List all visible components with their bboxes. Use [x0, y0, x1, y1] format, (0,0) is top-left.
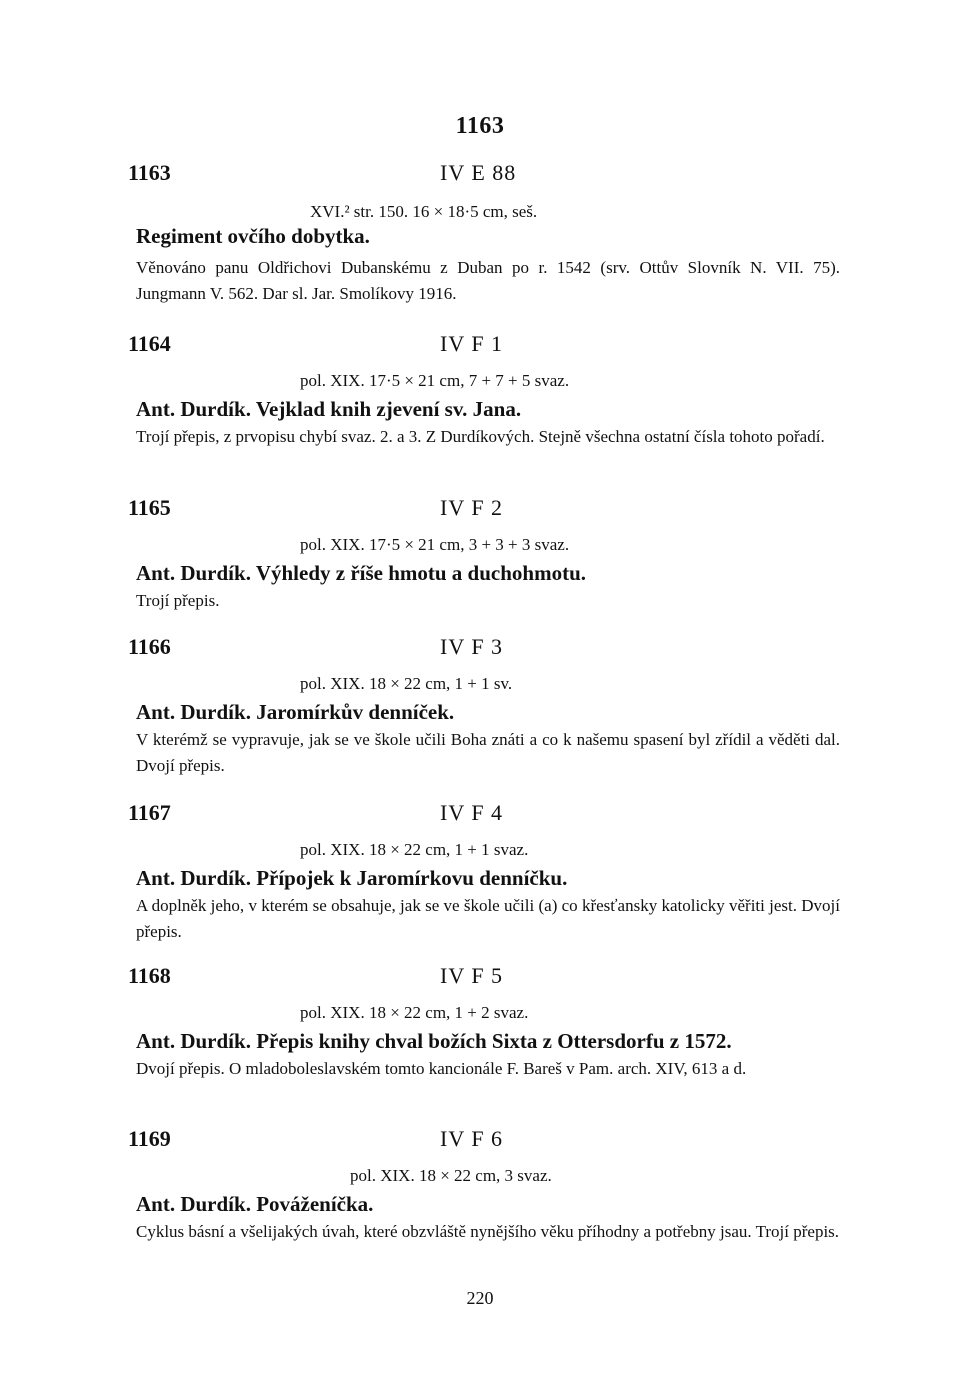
page-number: 220 — [466, 1288, 494, 1308]
entry-signature: IV F 1 — [440, 331, 504, 356]
entry-number: 1167 — [128, 800, 171, 825]
entry-header — [128, 800, 840, 840]
entry-note: A doplněk jeho, v kterém se obsahuje, jak se ve škole učili (a) co křesťansky katolicky věřiti jest. Dvojí přepis. — [136, 896, 840, 941]
catalog-entry — [128, 634, 840, 779]
entry-description: pol. XIX. 18 × 22 cm, 1 + 1 svaz. — [300, 840, 529, 859]
entry-title: Ant. Durdík. Vejklad knih zjevení sv. Jana. — [136, 397, 522, 421]
entry-header — [128, 495, 840, 535]
entry-title: Ant. Durdík. Pováženíčka. — [136, 1192, 374, 1216]
entry-number: 1164 — [128, 331, 171, 356]
entry-description: XVI.² str. 150. 16 × 18·5 cm, seš. — [310, 202, 538, 221]
entry-signature: IV F 3 — [440, 634, 504, 659]
entry-header — [128, 331, 840, 371]
entry-number: 1168 — [128, 963, 171, 988]
entry-title: Ant. Durdík. Jaromírkův denníček. — [136, 700, 455, 724]
entry-number: 1166 — [128, 634, 171, 659]
entry-number: 1165 — [128, 495, 171, 520]
entry-note: Dvojí přepis. O mladoboleslavském tomto kancionále F. Bareš v Pam. arch. XIV, 613 a d. — [136, 1059, 747, 1078]
entry-description: pol. XIX. 18 × 22 cm, 1 + 2 svaz. — [300, 1003, 529, 1022]
entry-note: Cyklus básní a všelijakých úvah, které obzvláště nynějšího věku příhodny a potřebny jsau. Trojí přepis. — [136, 1222, 840, 1241]
entry-note: Trojí přepis. — [136, 591, 220, 610]
entry-note: Trojí přepis, z prvopisu chybí svaz. 2. a 3. Z Durdíkových. Stejně všechna ostatní čísla tohoto pořadí. — [136, 427, 825, 446]
entry-signature: IV E 88 — [440, 160, 517, 185]
catalog-entry — [128, 963, 840, 1082]
entry-header — [128, 1126, 840, 1166]
entry-title: Regiment ovčího dobytka. — [136, 224, 370, 248]
entry-signature: IV F 4 — [440, 800, 504, 825]
entry-description: pol. XIX. 17·5 × 21 cm, 7 + 7 + 5 svaz. — [300, 371, 570, 390]
entry-header — [128, 634, 840, 674]
entry-signature: IV F 6 — [440, 1126, 504, 1151]
entry-description: pol. XIX. 18 × 22 cm, 1 + 1 sv. — [300, 674, 513, 693]
entry-title: Ant. Durdík. Výhledy z říše hmotu a duchohmotu. — [136, 561, 587, 585]
entry-note: Věnováno panu Oldřichovi Dubanskému z Duban po r. 1542 (srv. Ottův Slovník N. VII. 75). Jungmann V. 562. Dar sl. Jar. Smolíkovy 1916. — [136, 258, 840, 303]
running-head: 1163 — [455, 113, 505, 139]
catalog-entry — [128, 1126, 840, 1245]
catalog-entry — [128, 800, 840, 945]
entry-description: pol. XIX. 17·5 × 21 cm, 3 + 3 + 3 svaz. — [300, 535, 570, 554]
entry-note: V kterémž se vypravuje, jak se ve škole učili Boha znáti a co k našemu spasení byl zřídil a věděti dal. Dvojí přepis. — [136, 730, 840, 775]
entry-header — [128, 963, 840, 1003]
entry-signature: IV F 5 — [440, 963, 504, 988]
catalog-entry — [128, 160, 840, 307]
entry-title: Ant. Durdík. Přepis knihy chval božích Sixta z Ottersdorfu z 1572. — [136, 1029, 732, 1053]
entry-description: pol. XIX. 18 × 22 cm, 3 svaz. — [350, 1166, 552, 1185]
catalog-entry — [128, 495, 840, 614]
entry-number: 1169 — [128, 1126, 171, 1151]
entry-title: Ant. Durdík. Přípojek k Jaromírkovu denníčku. — [136, 866, 568, 890]
catalog-entry — [128, 331, 840, 450]
entry-header — [128, 160, 840, 202]
entry-number: 1163 — [128, 160, 171, 185]
entry-signature: IV F 2 — [440, 495, 504, 520]
